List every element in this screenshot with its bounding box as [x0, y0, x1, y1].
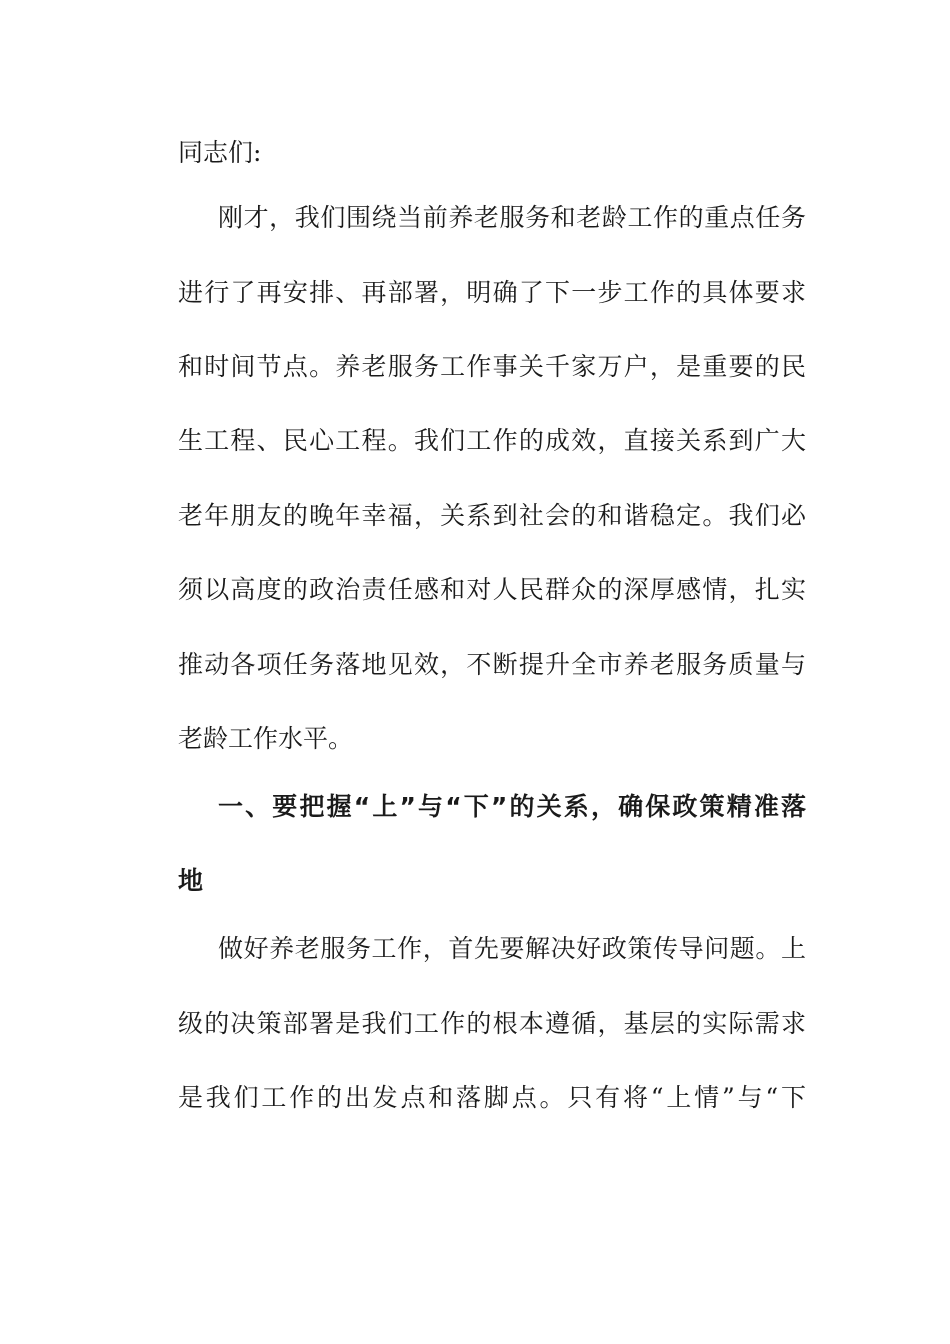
paragraph-line: 刚才，我们围绕当前养老服务和老龄工作的重点任务: [218, 203, 806, 232]
paragraph-line: 老年朋友的晚年幸福，关系到社会的和谐稳定。我们必: [178, 501, 806, 530]
paragraph-line: 生工程、民心工程。我们工作的成效，直接关系到广大: [178, 426, 806, 455]
paragraph-line: 须以高度的政治责任感和对人民群众的深厚感情，扎实: [178, 575, 806, 604]
paragraph-line: 推动各项任务落地见效，不断提升全市养老服务质量与: [178, 650, 806, 679]
salutation: 同志们:: [178, 138, 262, 167]
section-heading: 地: [178, 866, 204, 895]
paragraph-line: 级的决策部署是我们工作的根本遵循，基层的实际需求: [178, 1009, 806, 1038]
paragraph-line: 进行了再安排、再部署，明确了下一步工作的具体要求: [178, 278, 806, 307]
paragraph-line: 老龄工作水平。: [178, 724, 354, 753]
paragraph-line: 和时间节点。养老服务工作事关千家万户，是重要的民: [178, 352, 806, 381]
paragraph-line: 做好养老服务工作，首先要解决好政策传导问题。上: [218, 934, 806, 963]
paragraph-line: 是我们工作的出发点和落脚点。只有将“上情”与“下: [178, 1083, 806, 1112]
section-heading: 一、要把握“上”与“下”的关系，确保政策精准落: [218, 792, 806, 821]
